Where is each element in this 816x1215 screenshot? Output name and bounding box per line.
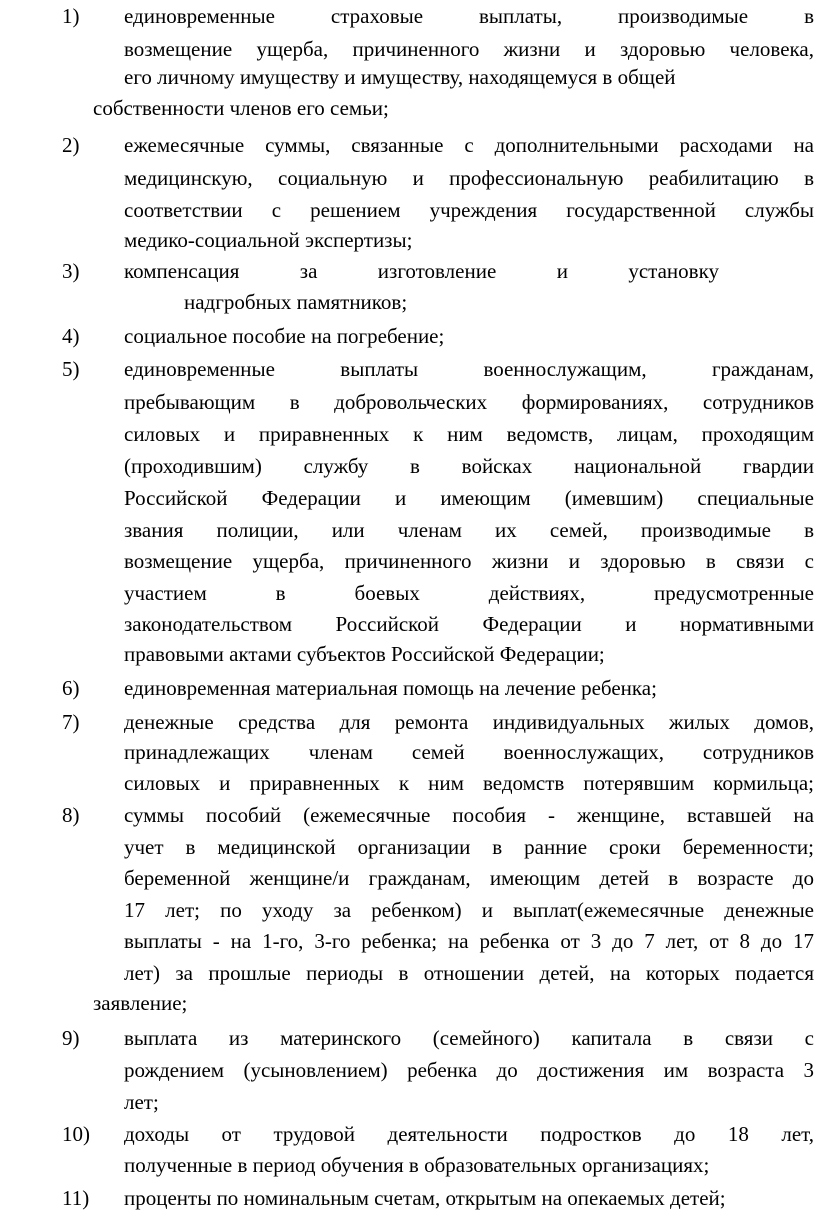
list-item-line: возмещение ущерба, причиненного жизни и здоровью человека, bbox=[124, 37, 814, 61]
list-item-number: 8) bbox=[62, 803, 80, 827]
list-item-line: заявление; bbox=[93, 991, 188, 1015]
list-item-line: рождением (усыновлением) ребенка до достижения им возраста 3 bbox=[124, 1058, 814, 1082]
list-item-number: 1) bbox=[62, 4, 80, 28]
list-item-line: законодательством Российской Федерации и нормативными bbox=[124, 612, 814, 636]
list-item-line: его личному имуществу и имуществу, находящемуся в общей bbox=[124, 65, 676, 89]
list-item-line: суммы пособий (ежемесячные пособия - женщине, вставшей на bbox=[124, 803, 814, 827]
list-item-line: участием в боевых действиях, предусмотренные bbox=[124, 581, 814, 605]
list-item-line: Российской Федерации и имеющим (имевшим) специальные bbox=[124, 486, 814, 510]
list-item-line: соответствии с решением учреждения государственной службы bbox=[124, 198, 814, 222]
list-item-number: 6) bbox=[62, 676, 80, 700]
list-item-line: пребывающим в добровольческих формированиях, сотрудников bbox=[124, 390, 814, 414]
list-item-line: учет в медицинской организации в ранние сроки беременности; bbox=[124, 835, 814, 859]
list-item-line: возмещение ущерба, причиненного жизни и здоровью в связи с bbox=[124, 549, 814, 573]
list-item-line: единовременная материальная помощь на лечение ребенка; bbox=[124, 676, 657, 700]
list-item-line: денежные средства для ремонта индивидуальных жилых домов, bbox=[124, 710, 814, 734]
list-item-number: 3) bbox=[62, 259, 80, 283]
list-item-line: 17 лет; по уходу за ребенком) и выплат(ежемесячные денежные bbox=[124, 898, 814, 922]
list-item-line: компенсация за изготовление и установку bbox=[124, 259, 719, 283]
list-item-number: 5) bbox=[62, 357, 80, 381]
list-item-line: силовых и приравненных к ним ведомств, лицам, проходящим bbox=[124, 422, 814, 446]
list-item-line: медицинскую, социальную и профессиональную реабилитацию в bbox=[124, 166, 814, 190]
list-item-number: 7) bbox=[62, 710, 80, 734]
list-item-line: принадлежащих членам семей военнослужащих, сотрудников bbox=[124, 740, 814, 764]
list-item-line: единовременные страховые выплаты, производимые в bbox=[124, 4, 814, 28]
list-item-line: проценты по номинальным счетам, открытым на опекаемых детей; bbox=[124, 1186, 726, 1210]
list-item-line: социальное пособие на погребение; bbox=[124, 324, 445, 348]
list-item-line: правовыми актами субъектов Российской Федерации; bbox=[124, 642, 605, 666]
list-item-number: 10) bbox=[62, 1122, 90, 1146]
list-item-line: силовых и приравненных к ним ведомств потерявшим кормильца; bbox=[124, 771, 814, 795]
list-item-line: звания полиции, или членам их семей, производимые в bbox=[124, 518, 814, 542]
list-item-number: 4) bbox=[62, 324, 80, 348]
list-item-line: медико-социальной экспертизы; bbox=[124, 228, 413, 252]
list-item-line: выплата из материнского (семейного) капитала в связи с bbox=[124, 1026, 814, 1050]
list-item-line: собственности членов его семьи; bbox=[93, 96, 389, 120]
list-item-line: лет; bbox=[124, 1090, 159, 1114]
list-item-line: надгробных памятников; bbox=[184, 290, 408, 314]
list-item-line: ежемесячные суммы, связанные с дополнительными расходами на bbox=[124, 133, 814, 157]
list-item-number: 9) bbox=[62, 1026, 80, 1050]
list-item-line: лет) за прошлые периоды в отношении детей, на которых подается bbox=[124, 961, 814, 985]
list-item-number: 2) bbox=[62, 133, 80, 157]
list-item-line: выплаты - на 1-го, 3-го ребенка; на ребенка от 3 до 7 лет, от 8 до 17 bbox=[124, 929, 814, 953]
list-item-number: 11) bbox=[62, 1186, 90, 1210]
list-item-line: (проходившим) службу в войсках национальной гвардии bbox=[124, 454, 814, 478]
list-item-line: беременной женщине/и гражданам, имеющим детей в возрасте до bbox=[124, 866, 814, 890]
list-item-line: полученные в период обучения в образовательных организациях; bbox=[124, 1153, 710, 1177]
list-item-line: единовременные выплаты военнослужащим, гражданам, bbox=[124, 357, 814, 381]
list-item-line: доходы от трудовой деятельности подростков до 18 лет, bbox=[124, 1122, 814, 1146]
